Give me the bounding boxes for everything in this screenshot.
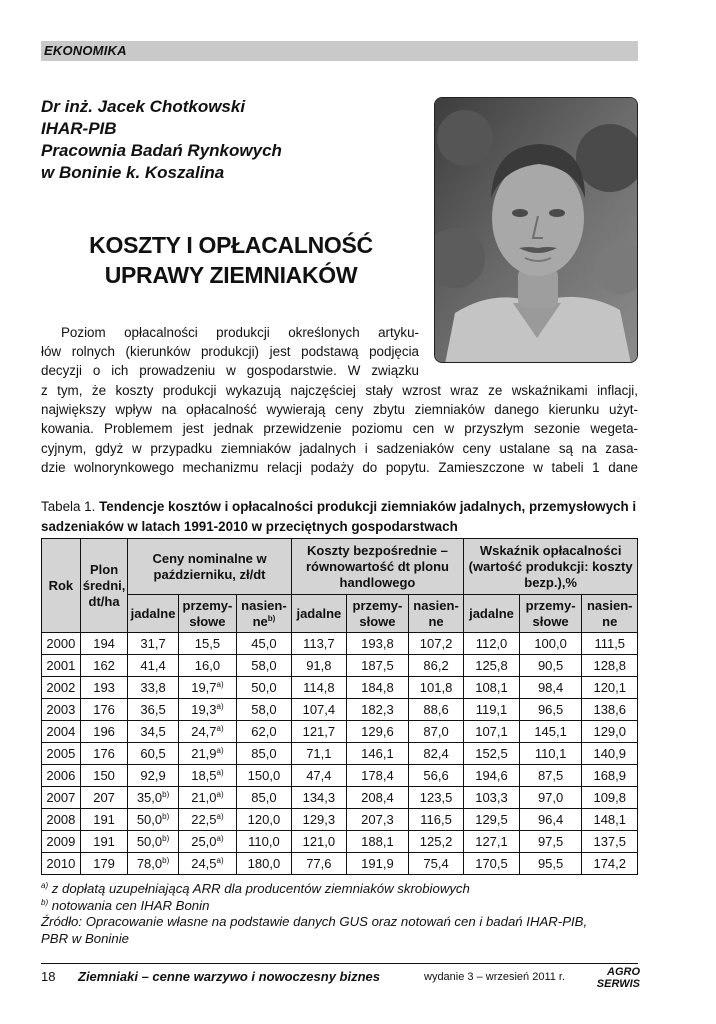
source-line-2: PBR w Boninie bbox=[41, 930, 129, 946]
edition-info: wydanie 3 – wrzesień 2011 r. bbox=[424, 971, 566, 983]
table-row: 2004 196 34,5 24,7$^{a)}$ 62,0 121,7 129,6 87,0 107,1 145,1 129,0 bbox=[42, 721, 638, 743]
header-prices-seed: nasien-$ne^{b)}$ bbox=[237, 595, 291, 633]
header-costs: Koszty bezpośrednie – równowartość dt plonu handlowego bbox=[291, 539, 464, 595]
table-row: 2001 162 41,4 16,0 58,0 91,8 187,5 86,2 125,8 90,5 128,8 bbox=[42, 655, 638, 677]
body-line-3: kowania. Problemem jest jednak przewidzenie poziomu cen w przyszłym sezonie wegeta- bbox=[41, 421, 638, 437]
section-header-bar bbox=[41, 41, 638, 61]
header-index-seed: nasien-ne bbox=[582, 595, 638, 633]
header-index: Wskaźnik opłacalności (wartość produkcji: koszty bezp.),% bbox=[464, 539, 638, 595]
table-body bbox=[42, 633, 638, 875]
intro-line-3: decyzji o ich prowadzeniu w gospodarstwie. W związku bbox=[41, 363, 419, 379]
table-caption bbox=[41, 497, 638, 537]
footnote-a: $^{a)}$ z dopłatą uzupełniającą ARR dla producentów ziemniaków skrobiowych bbox=[41, 881, 470, 896]
table-label: Tabela 1. bbox=[41, 499, 96, 514]
header-prices-industrial: przemy-słowe bbox=[178, 595, 237, 633]
footnote-mark: b) bbox=[267, 613, 276, 623]
author-location: w Boninie k. Koszalina bbox=[41, 163, 225, 182]
table-row: 2009 191 50,0$^{b)}$ 25,0$^{a)}$ 110,0 121,0 188,1 125,2 127,1 97,5 137,5 bbox=[42, 831, 638, 853]
data-table bbox=[41, 538, 638, 875]
header-yield: Plon średni, dt/ha bbox=[80, 539, 128, 633]
table-row: 2002 193 33,8 19,7$^{a)}$ 50,0 114,8 184,8 101,8 108,1 98,4 120,1 bbox=[42, 677, 638, 699]
section-label: EKONOMIKA bbox=[44, 43, 127, 58]
header-prices: Ceny nominalne w październiku, zł/dt bbox=[128, 539, 291, 595]
header-year: Rok bbox=[42, 539, 81, 633]
header-costs-edible: jadalne bbox=[291, 595, 346, 633]
agro-serwis-logo: AGRO SERWIS bbox=[596, 966, 640, 990]
table-row: 2005 176 60,5 21,9$^{a)}$ 85,0 71,1 146,1 82,4 152,5 110,1 140,9 bbox=[42, 743, 638, 765]
table-row: 2008 191 50,0$^{b)}$ 22,5$^{a)}$ 120,0 129,3 207,3 116,5 129,5 96,4 148,1 bbox=[42, 809, 638, 831]
table-row: 2003 176 36,5 19,3$^{a)}$ 58,0 107,4 182,3 88,6 119,1 96,5 138,6 bbox=[42, 699, 638, 721]
intro-paragraph bbox=[41, 323, 419, 381]
portrait-image bbox=[435, 98, 638, 363]
header-costs-seed: nasien-ne bbox=[408, 595, 463, 633]
intro-line-1: Poziom opłacalności produkcji określonych artyku- bbox=[61, 325, 419, 340]
table-row: 2006 150 92,9 18,5$^{a)}$ 150,0 47,4 178,4 56,6 194,6 87,5 168,9 bbox=[42, 765, 638, 787]
source-line-1: Źródło: Opracowanie własne na podstawie danych GUS oraz notowań cen i badań IHAR-PIB, bbox=[41, 914, 588, 929]
intro-line-2: łów rolnych (kierunków produkcji) jest podstawą podjęcia bbox=[41, 344, 419, 360]
author-photo bbox=[434, 97, 638, 363]
page-number: 18 bbox=[41, 969, 56, 984]
author-institute: IHAR-PIB bbox=[41, 119, 117, 138]
header-index-edible: jadalne bbox=[464, 595, 519, 633]
body-line-5: dzie wolnorynkowego mechanizmu relacji podaży do popytu. Zamieszczone w tabeli 1 dane bbox=[41, 459, 638, 475]
header-costs-industrial: przemy-słowe bbox=[347, 595, 409, 633]
table-caption-text: Tendencje kosztów i opłacalności produkcji ziemniaków jadalnych, przemysłowych i sadzeniaków w latach 1991-2010 w przeciętnych gospodarstwach bbox=[41, 499, 637, 534]
body-line-2: największy wpływ na opłacalność wywierają ceny zbytu ziemniaków danego kierunku użyt- bbox=[41, 402, 638, 418]
body-line-1: z tym, że koszty produkcji wykazują najczęściej stały wzrost wraz ze wskaźnikami inflacji, bbox=[41, 383, 638, 398]
table-row: 2007 207 35,0$^{b)}$ 21,0$^{a)}$ 85,0 134,3 208,4 123,5 103,3 97,0 109,8 bbox=[42, 787, 638, 809]
table-header-row-1 bbox=[42, 539, 638, 595]
footer-divider bbox=[41, 963, 638, 964]
body-paragraph bbox=[41, 381, 638, 477]
author-block bbox=[41, 96, 421, 184]
table-footnotes bbox=[41, 881, 638, 947]
publication-title: Ziemniaki – cenne warzywo i nowoczesny biznes bbox=[78, 969, 380, 984]
footnote-b: $^{b)}$ notowania cen IHAR Bonin bbox=[41, 897, 210, 913]
header-index-industrial: przemy-słowe bbox=[519, 595, 582, 633]
table-row: 2000 194 31,7 15,5 45,0 113,7 193,8 107,2 112,0 100,0 111,5 bbox=[42, 633, 638, 655]
header-prices-edible: jadalne bbox=[128, 595, 178, 633]
article-title bbox=[41, 230, 421, 290]
author-name: Dr inż. Jacek Chotkowski bbox=[41, 97, 246, 116]
author-department: Pracownia Badań Rynkowych bbox=[41, 141, 282, 160]
table-row: 2010 179 78,0$^{b)}$ 24,5$^{a)}$ 180,0 77,6 191,9 75,4 170,5 95,5 174,2 bbox=[42, 853, 638, 875]
title-line-2: UPRAWY ZIEMNIAKÓW bbox=[104, 262, 358, 288]
table-header-row-2 bbox=[42, 595, 638, 633]
body-line-4: cyjnym, gdyż w przypadku ziemniaków jadalnych i sadzeniaków ceny ustalane są na zasa- bbox=[41, 440, 638, 456]
title-line-1: KOSZTY I OPŁACALNOŚĆ bbox=[89, 232, 373, 258]
